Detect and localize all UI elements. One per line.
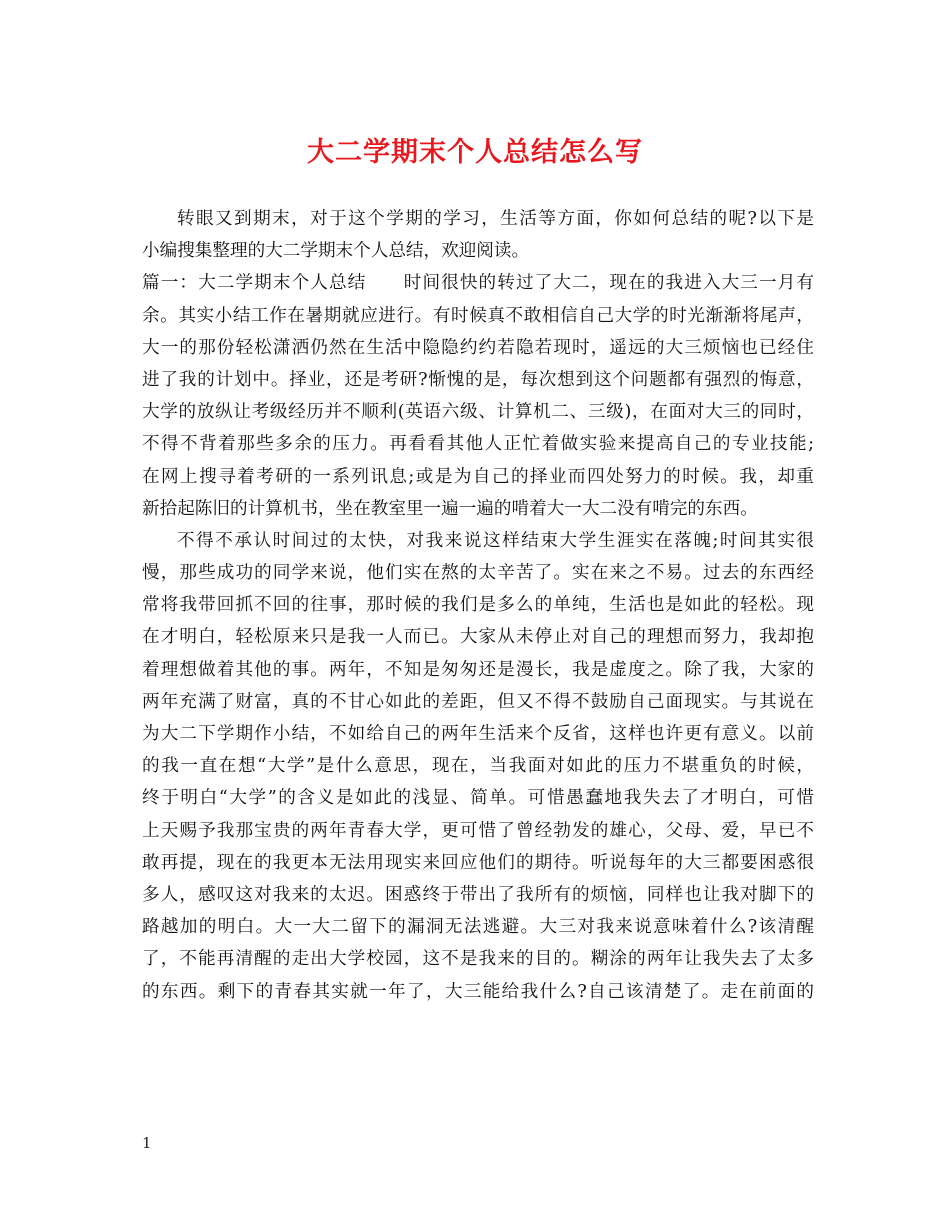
- text-line: 在网上搜寻着考研的一系列讯息;或是为自己的择业而四处努力的时候。我，却重: [142, 466, 814, 487]
- text-line: 篇一：大二学期末个人总结 时间很快的转过了大二，现在的我进入大三一月有: [142, 273, 814, 294]
- page-title: 大二学期末个人总结怎么写: [307, 137, 643, 168]
- text-line: 不得不承认时间过的太快，对我来说这样结束大学生涯实在落魄;时间其实很: [177, 530, 814, 551]
- text-line: 进了我的计划中。择业，还是考研?惭愧的是，每次想到这个问题都有强烈的悔意，: [142, 369, 814, 390]
- text-line: 终于明白“大学”的含义是如此的浅显、简单。可惜愚蠢地我失去了才明白，可惜: [142, 788, 814, 809]
- text-line: 常将我带回抓不回的往事，那时候的我们是多么的单纯，生活也是如此的轻松。现: [142, 595, 814, 616]
- text-line: 转眼又到期末，对于这个学期的学习，生活等方面，你如何总结的呢?以下是: [177, 209, 814, 229]
- text-line: 的东西。剩下的青春其实就一年了，大三能给我什么?自己该清楚了。走在前面的: [142, 981, 814, 1002]
- text-line: 路越加的明白。大一大二留下的漏洞无法逃避。大三对我来说意味着什么?该清醒: [142, 917, 814, 938]
- text-line: 不得不背着那些多余的压力。再看看其他人正忙着做实验来提高自己的专业技能;: [142, 434, 814, 455]
- text-line: 了，不能再清醒的走出大学校园，这不是我来的目的。糊涂的两年让我失去了太多: [142, 949, 814, 970]
- text-line: 慢，那些成功的同学来说，他们实在熬的太辛苦了。实在来之不易。过去的东西经: [142, 563, 814, 584]
- text-line: 的我一直在想“大学”是什么意思，现在，当我面对如此的压力不堪重负的时候，: [142, 756, 814, 777]
- text-line: 新拾起陈旧的计算机书，坐在教室里一遍一遍的啃着大一大二没有啃完的东西。: [142, 498, 758, 519]
- text-line: 小编搜集整理的大二学期末个人总结，欢迎阅读。: [142, 241, 530, 262]
- text-line: 大一的那份轻松潇洒仍然在生活中隐隐约约若隐若现时，遥远的大三烦恼也已经住: [142, 337, 814, 358]
- text-line: 敢再提，现在的我更本无法用现实来回应他们的期待。听说每年的大三都要困惑很: [142, 852, 814, 873]
- document-body: [142, 203, 814, 1008]
- text-line: 余。其实小结工作在暑期就应进行。有时候真不敢相信自己大学的时光渐渐将尾声，: [142, 305, 814, 326]
- text-line: 大学的放纵让考级经历并不顺利(英语六级、计算机二、三级)，在面对大三的同时，: [142, 402, 814, 423]
- text-line: 多人，感叹这对我来的太迟。困惑终于带出了我所有的烦恼，同样也让我对脚下的: [142, 884, 814, 905]
- text-line: 为大二下学期作小结，不如给自己的两年生活来个反省，这样也许更有意义。以前: [142, 724, 814, 744]
- text-line: 两年充满了财富，真的不甘心如此的差距，但又不得不鼓励自己面现实。与其说在: [142, 691, 814, 712]
- text-line: 在才明白，轻松原来只是我一人而已。大家从未停止对自己的理想而努力，我却抱: [142, 627, 814, 648]
- page-number: 1: [142, 1134, 152, 1152]
- text-line: 着理想做着其他的事。两年，不知是匆匆还是漫长，我是虚度之。除了我，大家的: [142, 659, 814, 680]
- text-line: 上天赐予我那宝贵的两年青春大学，更可惜了曾经勃发的雄心，父母、爱，早已不: [142, 820, 814, 841]
